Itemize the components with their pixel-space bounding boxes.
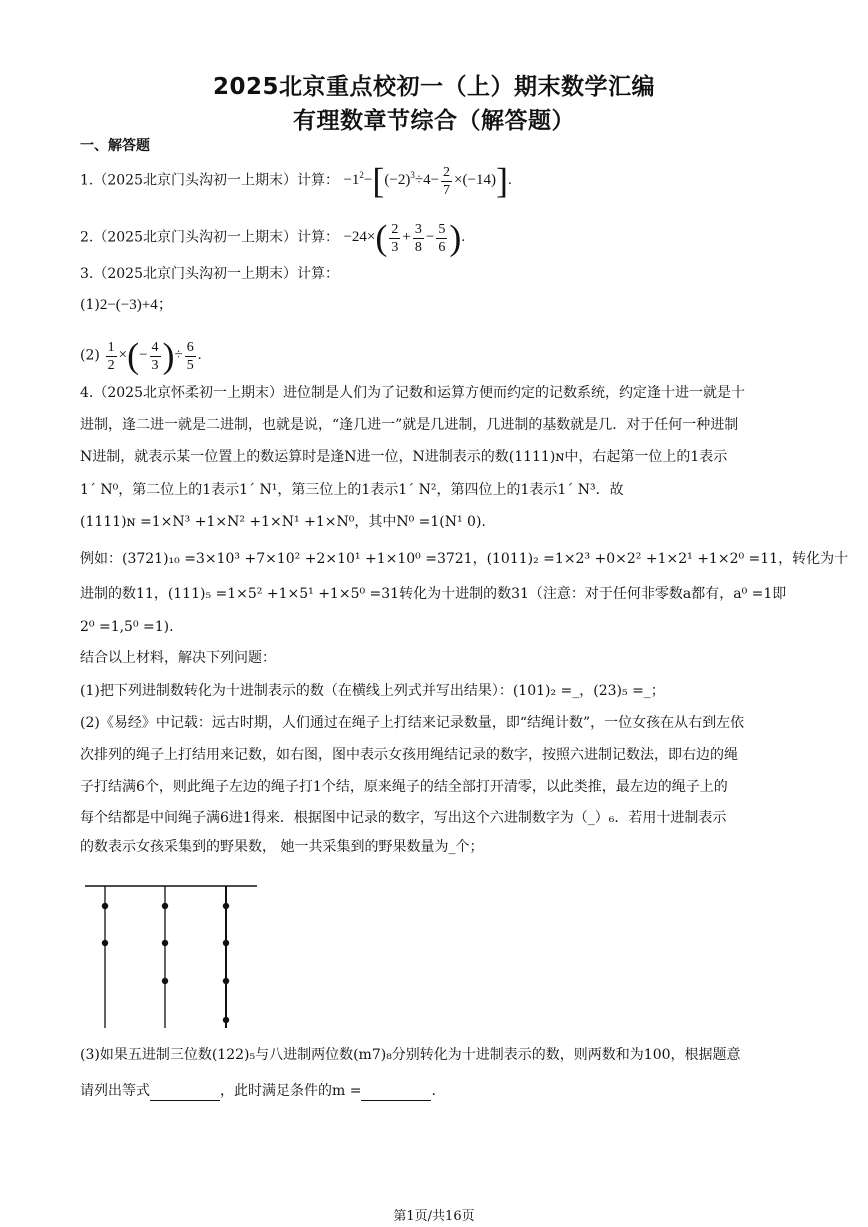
q4-part-3-line-1: (3)如果五进制三位数(122)₅与八进制两位数(m7)₈分别转化为十进制表示的数，则两数和为100，根据题意 [80, 1047, 741, 1063]
q4-part-2-line-4: 每个结都是中间绳子满6进1得来．根据图中记录的数字，写出这个六进制数字为（_）₆．若用十进制表示 [80, 810, 727, 826]
q3-p2-f2-num: 4 [151, 339, 159, 355]
q2-f1-num: 2 [391, 221, 399, 237]
q2-lead: −24× [343, 229, 376, 246]
q4-part-3-line-2 [80, 1081, 436, 1101]
q1-frac-num: 2 [443, 164, 451, 180]
knot [223, 903, 229, 909]
q4-line-2: 进制，逢二进一就是二进制，也就是说，“逢几进一”就是几进制，几进制的基数就是几．对于任何一种进制 [80, 417, 739, 433]
q4-line-4: 1´ N⁰，第二位上的1表示1´ N¹，第三位上的1表示1´ N²，第四位上的1表示1´ N³．故 [80, 482, 624, 498]
q4-line-8: 2⁰ =1,5⁰ =1). [80, 619, 174, 635]
question-3-part-2: (2) $\frac{1}{2}$ ×(− $\frac{4}{3}$ )÷ $\frac{6}{5}$ . [80, 336, 202, 376]
q3-p1-expression: 2−(−3)+4； [99, 297, 173, 313]
knot [223, 978, 229, 984]
knot-rope-diagram [85, 880, 265, 1032]
page-footer: 第1页/共16页 [393, 1209, 475, 1224]
q3-p2-frac-1 [106, 339, 117, 374]
q3-p2-div: ÷ [174, 347, 183, 364]
q2-f2-num: 3 [414, 221, 422, 237]
q3-p2-label: (2) [80, 347, 100, 364]
q4-line-5: (1111)ɴ =1×N³ +1×N² +1×N¹ +1×N⁰，其中N⁰ =1(N¹ 0). [80, 514, 486, 530]
q4-line-1: 4.（2025北京怀柔初一上期末）进位制是人们为了记数和运算方便而约定的记数系统，约定逢十进一就是十 [80, 385, 745, 401]
q3-p2-f3-den: 5 [186, 357, 194, 373]
knot [102, 903, 108, 909]
question-1 [80, 163, 512, 199]
question-2-expression: −24×( $\frac{2}{3}$ + $\frac{3}{8}$ − $\frac{5}{6}$ ). [343, 218, 466, 258]
q3-p1-label: (1) [80, 297, 100, 313]
q4-p3-end: . [431, 1083, 436, 1099]
knot [162, 903, 168, 909]
q2-f3-den: 6 [438, 239, 446, 255]
knot [162, 940, 168, 946]
q1-term-a: −1 [343, 172, 360, 189]
q2-end: . [461, 229, 466, 246]
q3-p2-f1-num: 1 [107, 339, 115, 355]
q1-tail: ×(−14) [454, 172, 496, 189]
q4-line-7: 进制的数11，(111)₅ =1×5² +1×5¹ +1×5⁰ =31转化为十进制的数31（注意：对于任何非零数a都有，a⁰ =1即 [80, 586, 787, 602]
knot [162, 978, 168, 984]
q1-minus: − [363, 172, 373, 189]
question-2 [80, 220, 465, 256]
q2-frac-3 [436, 221, 447, 256]
question-1-expression: $-1^2-[(-2)^3\div 4-$ $\frac{2}{7}$ ×(−14)]. [343, 161, 512, 201]
knot [223, 940, 229, 946]
q4-part-2-line-5: 的数表示女孩采集到的野果数， 她一共采集到的野果数量为_个； [80, 839, 484, 855]
q3-p2-frac-2 [150, 339, 161, 374]
q4-line-9: 结合以上材料，解决下列问题： [80, 650, 276, 666]
q3-p2-f3-num: 6 [186, 339, 194, 355]
question-3: 3.（2025北京门头沟初一上期末）计算： [80, 266, 339, 282]
q1-inner: (−2) [384, 172, 411, 189]
knot [102, 940, 108, 946]
q1-inner-tail: ÷4− [414, 172, 440, 189]
q2-frac-2 [413, 221, 424, 256]
q3-p2-times: × [118, 347, 128, 364]
q4-p3-m-label: ，此时满足条件的m = [220, 1083, 362, 1099]
question-2-prefix: 2.（2025北京门头沟初一上期末）计算： [80, 229, 339, 246]
q1-frac-den: 7 [443, 182, 451, 198]
q4-p3-prompt: 请列出等式 [80, 1083, 150, 1099]
question-3-part-1 [80, 295, 173, 315]
q3-p2-frac-3 [185, 339, 196, 374]
page-subtitle: 有理数章节综合（解答题） [293, 108, 575, 134]
q3-p2-f1-den: 2 [107, 357, 115, 373]
q3-p2-f2-den: 3 [151, 357, 159, 373]
q4-line-3: N进制，就表示某一位置上的数运算时是逢N进一位，N进制表示的数(1111)ɴ中，右起第一位上的1表示 [80, 449, 728, 465]
q4-part-2-line-2: 次排列的绳子上打结用来记数，如右图，图中表示女孩用绳结记录的数字，按照六进制记数法，即右边的绳 [80, 747, 738, 763]
q1-end: . [507, 172, 512, 189]
q4-part-1: (1)把下列进制数转化为十进制表示的数（在横线上列式并写出结果）：(101)₂ =_，(23)₅ =_； [80, 683, 665, 699]
q1-fraction [441, 164, 452, 199]
question-1-prefix: 1.（2025北京门头沟初一上期末）计算： [80, 172, 339, 189]
q4-line-6: 例如：(3721)₁₀ =3×10³ +7×10² +2×10¹ +1×10⁰ =3721，(1011)₂ =1×2³ +0×2² +1×2¹ +1×2⁰ =11，转化为十 [80, 551, 849, 567]
page-title: 2025北京重点校初一（上）期末数学汇编 [212, 74, 655, 100]
q2-f3-num: 5 [438, 221, 446, 237]
equation-blank[interactable] [150, 1086, 220, 1101]
q3-p2-end: . [197, 347, 202, 364]
q2-f1-den: 3 [391, 239, 399, 255]
q4-part-2-line-1: (2)《易经》中记载：远古时期，人们通过在绳子上打结来记录数量，即“结绳计数”，一位女孩在从右到左依 [80, 715, 745, 731]
knot [223, 1017, 229, 1023]
q2-frac-1 [389, 221, 400, 256]
q2-f2-den: 8 [414, 239, 422, 255]
m-answer-blank[interactable] [361, 1086, 431, 1101]
q4-part-2-line-3: 子打结满6个，则此绳子左边的绳子打1个结，原来绳子的结全部打开清零，以此类推，最左边的绳子上的 [80, 779, 728, 795]
section-heading: 一、解答题 [80, 138, 150, 154]
